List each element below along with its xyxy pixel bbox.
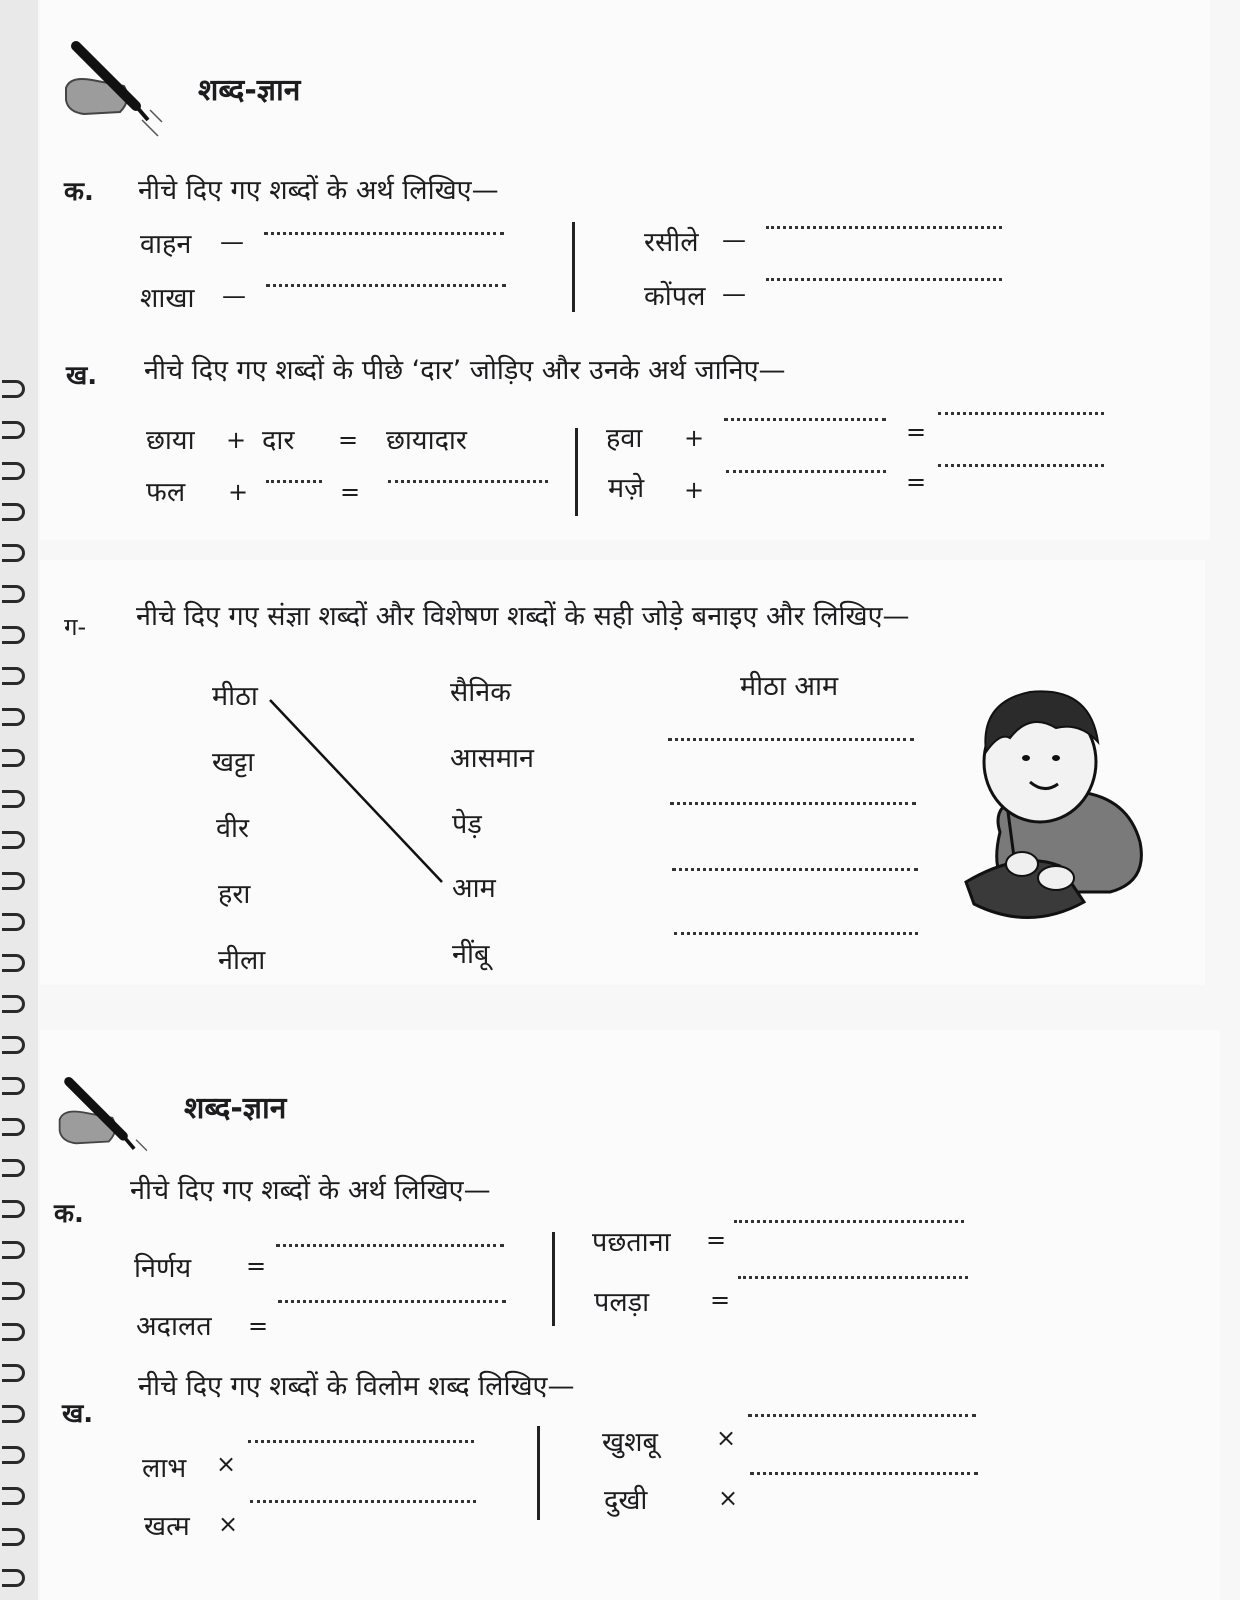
answer-blank[interactable] bbox=[276, 1244, 504, 1247]
question-instruction: नीचे दिए गए संज्ञा शब्दों और विशेषण शब्दों के सही जोड़े बनाइए और लिखिए— bbox=[136, 601, 910, 632]
equals-sign: = bbox=[248, 1312, 269, 1340]
adjective: वीर bbox=[216, 813, 250, 844]
question-label: क. bbox=[54, 1199, 84, 1229]
noun: आम bbox=[452, 873, 496, 904]
plus-sign: + bbox=[684, 424, 705, 452]
answer-blank[interactable] bbox=[668, 738, 914, 741]
answer-blank[interactable] bbox=[248, 1440, 474, 1443]
noun: पेड़ bbox=[452, 809, 482, 840]
word: रसीले bbox=[644, 227, 699, 258]
question-instruction: नीचे दिए गए शब्दों के विलोम शब्द लिखिए— bbox=[138, 1371, 575, 1402]
word: वाहन bbox=[140, 229, 192, 260]
suffix: दार bbox=[262, 425, 295, 456]
word: फल bbox=[146, 477, 186, 508]
word: अदालत bbox=[136, 1311, 212, 1342]
plus-sign: + bbox=[228, 478, 249, 506]
equals-sign: = bbox=[338, 426, 359, 454]
word: दुखी bbox=[604, 1485, 648, 1516]
pen-hand-icon bbox=[56, 1074, 156, 1169]
cross-sign: × bbox=[216, 1450, 237, 1478]
question-label: ग- bbox=[64, 613, 87, 641]
question-instruction: नीचे दिए गए शब्दों के अर्थ लिखिए— bbox=[138, 175, 499, 206]
answer-blank[interactable] bbox=[250, 1500, 476, 1503]
adjective: नीला bbox=[218, 945, 266, 976]
cross-sign: × bbox=[218, 1510, 239, 1538]
answer-blank[interactable] bbox=[748, 1414, 976, 1417]
column-divider bbox=[552, 1232, 555, 1326]
boy-writing-illustration bbox=[960, 682, 1150, 932]
example-answer: मीठा आम bbox=[740, 671, 839, 702]
adjective: मीठा bbox=[212, 681, 258, 712]
question-instruction: नीचे दिए गए शब्दों के अर्थ लिखिए— bbox=[130, 1175, 491, 1206]
answer-blank[interactable] bbox=[674, 932, 918, 935]
word: पलड़ा bbox=[594, 1287, 650, 1318]
word: पछताना bbox=[592, 1227, 671, 1258]
noun: सैनिक bbox=[450, 677, 511, 708]
answer-blank[interactable] bbox=[750, 1472, 978, 1475]
cross-sign: × bbox=[716, 1424, 737, 1452]
question-instruction: नीचे दिए गए शब्दों के पीछे ‘दार’ जोड़िए और उनके अर्थ जानिए— bbox=[144, 355, 786, 386]
section-title: शब्द-ज्ञान bbox=[198, 73, 301, 108]
adjective: हरा bbox=[218, 879, 251, 910]
equals-sign: = bbox=[906, 468, 927, 496]
word: हवा bbox=[606, 423, 643, 454]
answer-blank[interactable] bbox=[670, 802, 916, 805]
answer-blank[interactable] bbox=[278, 1300, 506, 1303]
word: कोंपल bbox=[644, 281, 706, 312]
answer-blank[interactable] bbox=[738, 1276, 968, 1279]
question-label: क. bbox=[64, 177, 94, 207]
equals-sign: = bbox=[246, 1252, 267, 1280]
dash: — bbox=[722, 226, 746, 254]
word: शाखा bbox=[140, 283, 195, 314]
question-label: ख. bbox=[62, 1399, 94, 1429]
example-result: छायादार bbox=[386, 425, 467, 456]
cross-sign: × bbox=[718, 1484, 739, 1512]
equals-sign: = bbox=[710, 1286, 731, 1314]
column-divider bbox=[537, 1426, 540, 1520]
word: खत्म bbox=[144, 1511, 190, 1542]
noun: नींबू bbox=[452, 939, 490, 970]
dash: — bbox=[222, 282, 246, 310]
question-label: ख. bbox=[66, 361, 98, 391]
noun: आसमान bbox=[450, 743, 534, 774]
word: खुशबू bbox=[602, 1427, 658, 1458]
section-title: शब्द-ज्ञान bbox=[184, 1091, 287, 1126]
word: मज़े bbox=[608, 473, 645, 504]
equals-sign: = bbox=[906, 418, 927, 446]
equals-sign: = bbox=[706, 1226, 727, 1254]
word: छाया bbox=[146, 425, 195, 456]
plus-sign: + bbox=[684, 476, 705, 504]
answer-blank[interactable] bbox=[672, 868, 918, 871]
word: लाभ bbox=[142, 1453, 187, 1484]
adjective: खट्टा bbox=[212, 747, 255, 778]
dash: — bbox=[220, 228, 244, 256]
equals-sign: = bbox=[340, 478, 361, 506]
dash: — bbox=[722, 280, 746, 308]
answer-blank[interactable] bbox=[734, 1220, 964, 1223]
word: निर्णय bbox=[134, 1253, 192, 1284]
plus-sign: + bbox=[226, 426, 247, 454]
